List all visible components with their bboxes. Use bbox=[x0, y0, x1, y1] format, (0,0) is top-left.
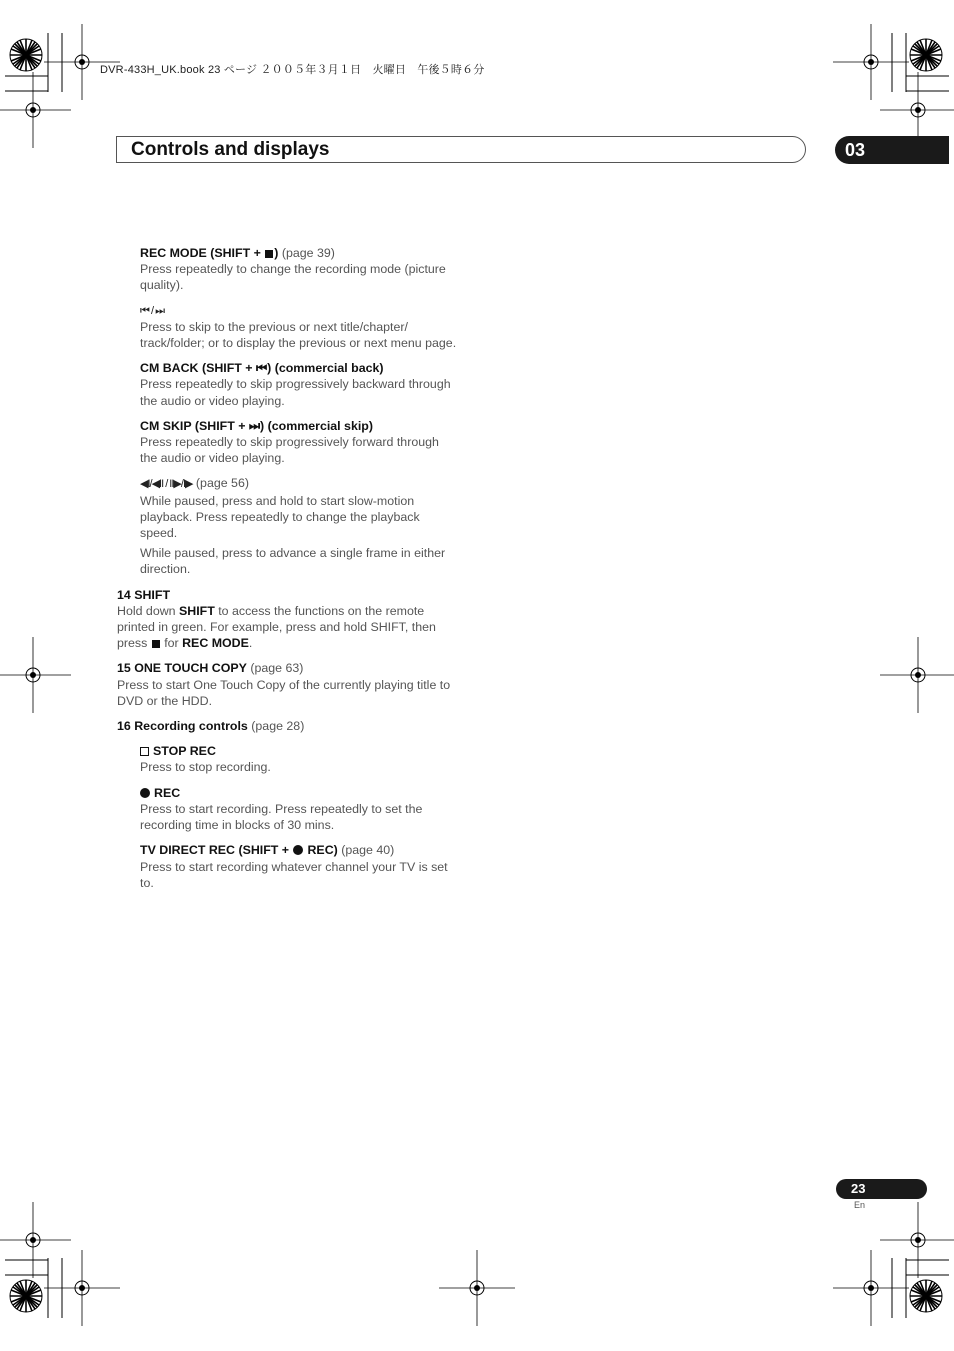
skip-prev-next-icon: ⏮ / ⏭ bbox=[140, 304, 164, 317]
entry-skip bbox=[140, 303, 457, 352]
body-key: REC MODE bbox=[182, 636, 249, 651]
main-content bbox=[117, 245, 457, 900]
record-dot-icon bbox=[140, 788, 150, 798]
entry-body: Press to start One Touch Copy of the currently playing title to DVD or the HDD. bbox=[117, 677, 451, 708]
entry-title: CM BACK (SHIFT + ⏮) (commercial back) bbox=[140, 361, 384, 376]
entry-body: Press to skip to the previous or next title/chapter/ track/folder; or to display the previous or next menu page. bbox=[140, 319, 457, 351]
entry-shift bbox=[117, 587, 457, 652]
record-dot-icon bbox=[293, 845, 303, 855]
entry-body-2: While paused, press to advance a single frame in either direction. bbox=[140, 546, 446, 577]
entry-title: 16 Recording controls bbox=[117, 719, 248, 734]
entry-body: Press to start recording whatever channel your TV is set to. bbox=[140, 859, 448, 890]
entry-rec-mode bbox=[140, 245, 457, 294]
entry-title: CM SKIP (SHIFT + ⏭) (commercial skip) bbox=[140, 418, 373, 433]
body-text: . bbox=[248, 636, 253, 651]
body-text: to access the functions on the remote printed in green. For example, press and hold SHIFT, then press bbox=[117, 603, 436, 651]
body-text: for bbox=[160, 636, 183, 651]
page-ref: (page 63) bbox=[250, 661, 304, 676]
entry-title: STOP REC bbox=[153, 744, 216, 759]
entry-cm-back bbox=[140, 360, 457, 409]
page-ref: (page 56) bbox=[195, 476, 249, 491]
page-title: Controls and displays bbox=[131, 139, 330, 160]
entry-title: TV DIRECT REC (SHIFT + bbox=[140, 843, 293, 858]
slow-frame-icon: ◀I/◀II / II▶/I▶ bbox=[140, 478, 193, 491]
entry-body: Press to start recording. Press repeatedly to set the recording time in blocks of 30 mins. bbox=[140, 801, 423, 833]
entry-title-end: ) bbox=[274, 246, 279, 260]
entry-body: Press repeatedly to skip progressively forward through the audio or video playing. bbox=[140, 435, 439, 466]
page-ref: (page 28) bbox=[251, 719, 305, 734]
entry-title: 14 SHIFT bbox=[117, 587, 171, 602]
stop-square-icon bbox=[152, 640, 160, 648]
entry-recording-controls bbox=[117, 718, 457, 734]
chapter-number: 03 bbox=[845, 140, 866, 160]
entry-title-end: REC) bbox=[307, 843, 338, 858]
page-number: 23 bbox=[851, 1181, 866, 1196]
entry-body: Press repeatedly to skip progressively backward through the audio or video playing. bbox=[140, 377, 451, 408]
entry-slow-frame bbox=[140, 475, 457, 577]
entry-cm-skip bbox=[140, 418, 457, 467]
stop-square-icon bbox=[265, 250, 273, 258]
page-ref: (page 40) bbox=[341, 843, 395, 858]
page-number-tab bbox=[836, 1179, 927, 1199]
book-file-info: DVR-433H_UK.book 23 ページ ２００５年３月１日 火曜日 午後５時６分 bbox=[100, 64, 485, 76]
entry-body bbox=[117, 603, 457, 652]
entry-one-touch-copy bbox=[117, 660, 457, 709]
entry-body: Press to stop recording. bbox=[140, 760, 271, 775]
entry-stop-rec bbox=[140, 743, 457, 775]
body-key: SHIFT bbox=[179, 603, 215, 618]
entry-body: While paused, press and hold to start slow-motion playback. Press repeatedly to change the playback speed. bbox=[140, 493, 420, 541]
body-text: Hold down bbox=[117, 603, 179, 618]
entry-title: 15 ONE TOUCH COPY bbox=[117, 661, 247, 676]
entry-title: REC MODE (SHIFT + bbox=[140, 246, 265, 260]
language-code: En bbox=[854, 1200, 866, 1210]
page-ref: (page 39) bbox=[281, 246, 335, 260]
entry-body: Press repeatedly to change the recording mode (picture quality). bbox=[140, 262, 446, 293]
entry-tv-direct-rec bbox=[140, 842, 457, 891]
entry-title: REC bbox=[154, 785, 181, 800]
stop-rec-square-icon bbox=[140, 747, 149, 756]
entry-rec bbox=[140, 785, 457, 834]
